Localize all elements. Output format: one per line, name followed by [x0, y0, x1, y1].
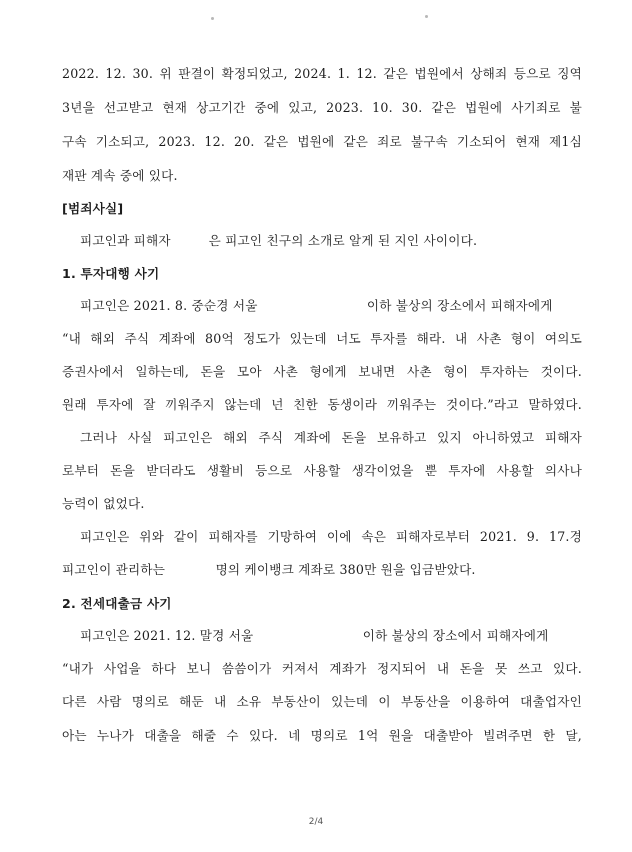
paragraph-line: 피고인은 2021. 12. 말경 서울 이하 불상의 장소에서 피해자에게 [80, 628, 549, 643]
paragraph-line: 원래 투자에 잘 끼워주지 않는데 넌 친한 동생이라 끼워주는 것이다.”라고 말하였다. [62, 397, 582, 412]
paragraph-line: 증권사에서 일하는데, 돈을 모아 사촌 형에게 보내면 사촌 형이 투자하는 것이다. [62, 364, 582, 379]
paragraph-line: 2022. 12. 30. 위 판결이 확정되었고, 2024. 1. 12. 같은 법원에서 상해죄 등으로 징역 [62, 66, 582, 81]
scan-speck [425, 15, 428, 18]
paragraph-line: 피고인은 위와 같이 피해자를 기망하여 이에 속은 피해자로부터 2021. 9. 17.경 [80, 529, 582, 544]
paragraph-line: 피고인이 관리하는 명의 케이뱅크 계좌로 380만 원을 입금받았다. [62, 562, 476, 577]
paragraph-line: 재판 계속 중에 있다. [62, 168, 178, 183]
paragraph-line: 그러나 사실 피고인은 해외 주식 계좌에 돈을 보유하고 있지 아니하였고 피해자 [80, 430, 582, 445]
paragraph-line: “내가 사업을 하다 보니 씀씀이가 커져서 계좌가 정지되어 내 돈을 못 쓰고 있다. [62, 661, 582, 676]
section-heading: 2. 전세대출금 사기 [62, 596, 172, 611]
paragraph-line: 3년을 선고받고 현재 상고기간 중에 있고, 2023. 10. 30. 같은 법원에 사기죄로 불 [62, 100, 582, 115]
paragraph-line: 피고인은 2021. 8. 중순경 서울 이하 불상의 장소에서 피해자에게 [80, 298, 553, 313]
paragraph-line: “내 해외 주식 계좌에 80억 정도가 있는데 너도 투자를 해라. 내 사촌 형이 여의도 [62, 331, 582, 346]
paragraph-line: 능력이 없었다. [62, 496, 145, 511]
paragraph-line: 로부터 돈을 받더라도 생활비 등으로 사용할 생각이었을 뿐 투자에 사용할 의사나 [62, 463, 582, 478]
paragraph-line: 구속 기소되고, 2023. 12. 20. 같은 법원에 같은 죄로 불구속 기소되어 현재 제1심 [62, 134, 582, 149]
paragraph-line: 다른 사람 명의로 해둔 내 소유 부동산이 있는데 이 부동산을 이용하여 대출업자인 [62, 694, 582, 709]
page-number: 2/4 [308, 817, 324, 827]
section-heading: [범죄사실] [62, 201, 124, 216]
scan-speck [211, 17, 214, 20]
section-heading: 1. 투자대행 사기 [62, 266, 160, 281]
paragraph-line: 피고인과 피해자 은 피고인 친구의 소개로 알게 된 지인 사이이다. [80, 233, 478, 248]
paragraph-line: 아는 누나가 대출을 해줄 수 있다. 네 명의로 1억 원을 대출받아 빌려주면 한 달, [62, 728, 582, 743]
